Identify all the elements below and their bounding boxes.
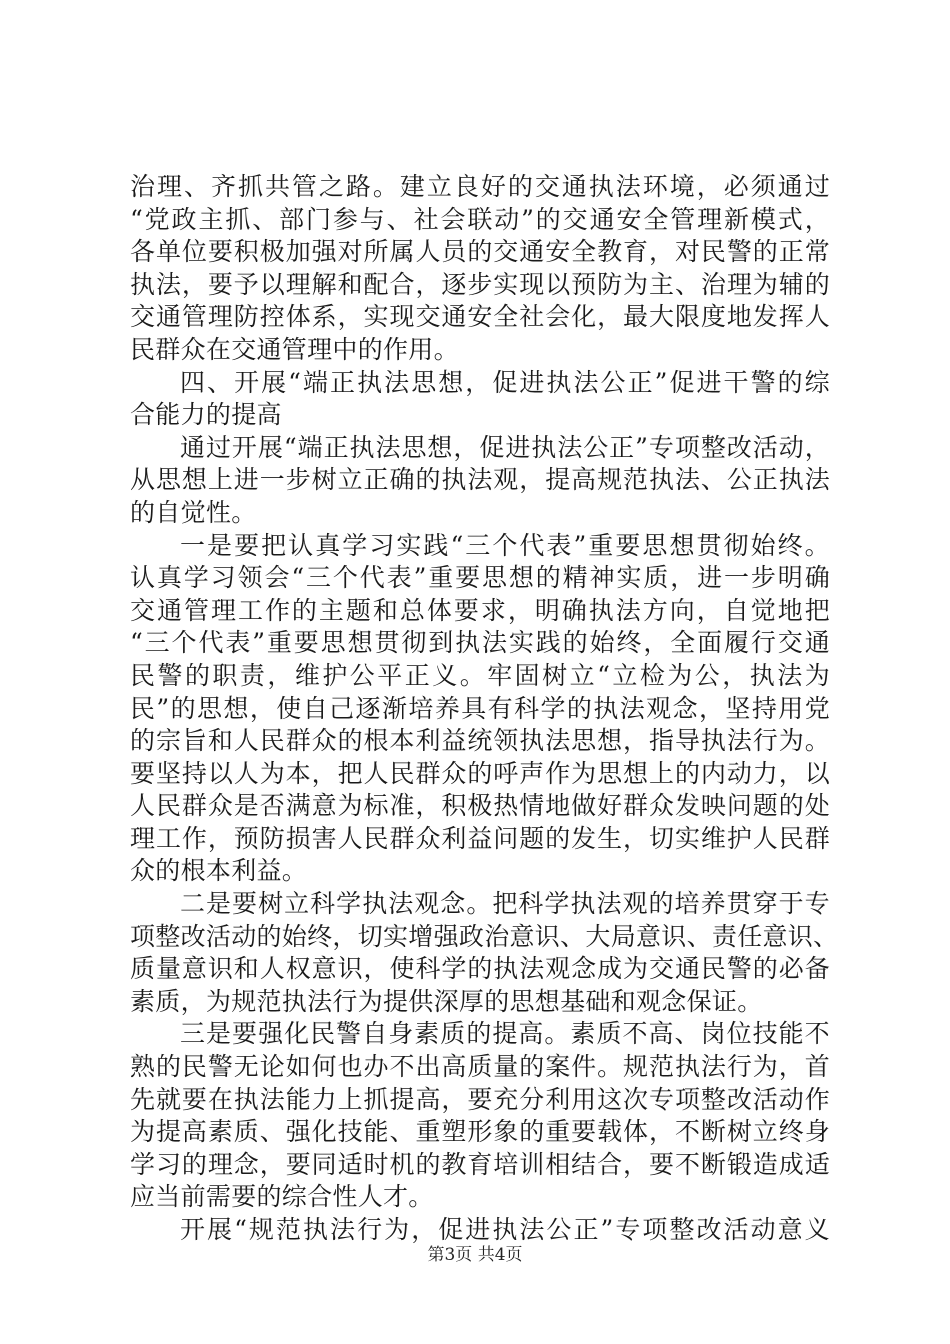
text-line: 熟的民警无论如何也办不出高质量的案件。规范执法行为，首 xyxy=(130,1052,830,1082)
text-line: 执法，要予以理解和配合，逐步实现以预防为主、治理为辅的 xyxy=(130,269,830,299)
text-line: 众的根本利益。 xyxy=(130,856,308,886)
text-line: 为提高素质、强化技能、重塑形象的重要载体，不断树立终身 xyxy=(130,1117,830,1147)
text-line: 交通管理工作的主题和总体要求，明确执法方向，自觉地把 xyxy=(130,595,830,625)
text-line: 的自觉性。 xyxy=(130,497,257,527)
text-line: 一是要把认真学习实践“三个代表”重要思想贯彻始终。 xyxy=(180,530,830,560)
text-line: 项整改活动的始终，切实增强政治意识、大局意识、责任意识、 xyxy=(130,921,839,951)
text-line: 的宗旨和人民群众的根本利益统领执法思想，指导执法行为。 xyxy=(130,726,830,756)
text-line: 要坚持以人为本，把人民群众的呼声作为思想上的内动力，以 xyxy=(130,758,830,788)
text-line: 认真学习领会“三个代表”重要思想的精神实质，进一步明确 xyxy=(130,563,830,593)
text-line: 应当前需要的综合性人才。 xyxy=(130,1182,434,1212)
text-line: 民警的职责，维护公平正义。牢固树立“立检为公，执法为 xyxy=(130,660,830,690)
page-footer: 第3页 共4页 xyxy=(427,1245,523,1265)
text-line: 各单位要积极加强对所属人员的交通安全教育，对民警的正常 xyxy=(130,237,830,267)
text-line: 通过开展“端正执法思想，促进执法公正”专项整改活动， xyxy=(180,432,830,462)
text-line: 三是要强化民警自身素质的提高。素质不高、岗位技能不 xyxy=(180,1019,830,1049)
text-line: 质量意识和人权意识，使科学的执法观念成为交通民警的必备 xyxy=(130,954,830,984)
text-line: 二是要树立科学执法观念。把科学执法观的培养贯穿于专 xyxy=(180,889,830,919)
text-line: 民群众在交通管理中的作用。 xyxy=(130,334,459,364)
text-line: 民”的思想，使自己逐渐培养具有科学的执法观念，坚持用党 xyxy=(130,693,830,723)
text-line: 学习的理念，要同适时机的教育培训相结合，要不断锻造成适 xyxy=(130,1149,830,1179)
text-line: “党政主抓、部门参与、社会联动”的交通安全管理新模式， xyxy=(130,204,830,234)
text-line: “三个代表”重要思想贯彻到执法实践的始终，全面履行交通 xyxy=(130,628,830,658)
document-body xyxy=(130,171,839,1247)
text-line: 理工作，预防损害人民群众利益问题的发生，切实维护人民群 xyxy=(130,823,830,853)
text-line: 治理、齐抓共管之路。建立良好的交通执法环境，必须通过 xyxy=(130,172,830,201)
text-line: 四、开展“端正执法思想，促进执法公正”促进干警的综 xyxy=(180,367,830,397)
text-line: 人民群众是否满意为标准，积极热情地做好群众发映问题的处 xyxy=(130,791,830,821)
text-line: 开展“规范执法行为，促进执法公正”专项整改活动意义 xyxy=(180,1215,830,1244)
text-line: 从思想上进一步树立正确的执法观，提高规范执法、公正执法 xyxy=(130,465,830,495)
text-line: 交通管理防控体系，实现交通安全社会化，最大限度地发挥人 xyxy=(130,302,830,332)
text-line: 素质，为规范执法行为提供深厚的思想基础和观念保证。 xyxy=(130,986,763,1016)
text-line: 合能力的提高 xyxy=(130,400,282,430)
text-line: 先就要在执法能力上抓提高，要充分利用这次专项整改活动作 xyxy=(130,1084,830,1114)
